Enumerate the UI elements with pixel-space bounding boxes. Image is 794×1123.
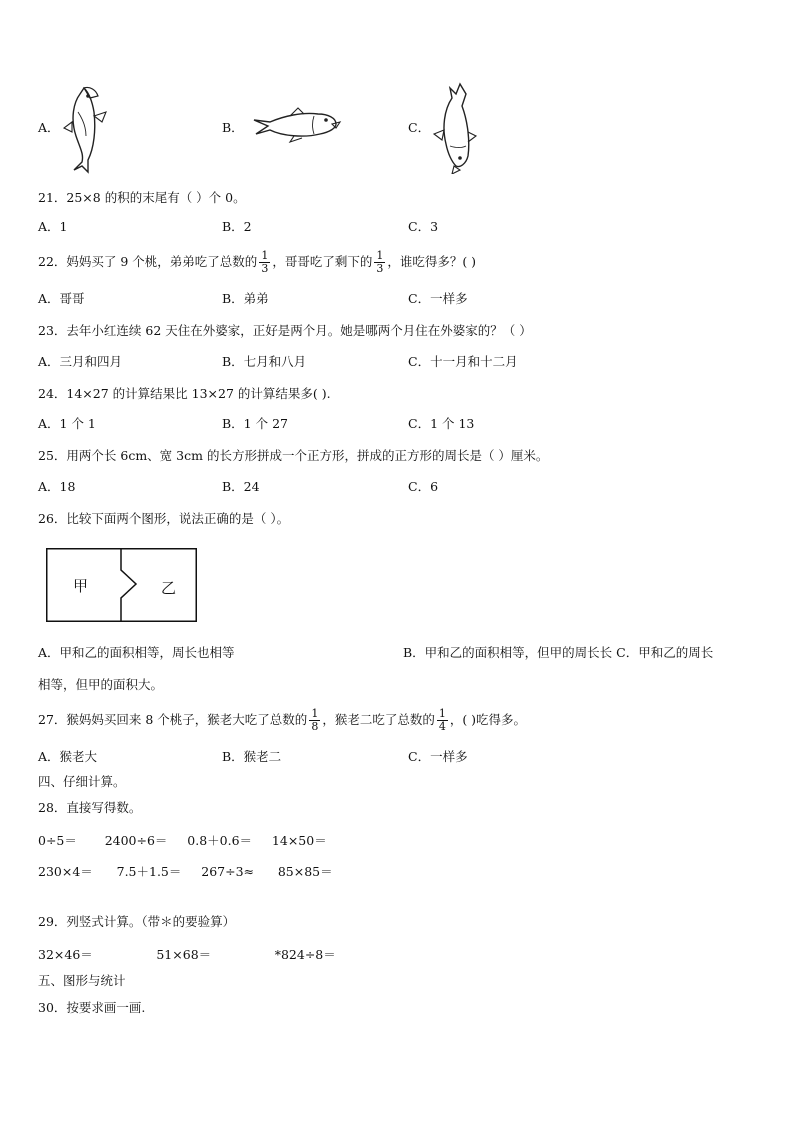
shape-yi-label: 乙 <box>161 579 177 597</box>
q22-text-1: 22．妈妈买了 9 个桃，弟弟吃了总数的 <box>38 254 258 269</box>
option-b-label: B． <box>222 120 244 135</box>
fraction-denominator: 4 <box>438 720 446 733</box>
q27-text-1: 27．猴妈妈买回来 8 个桃子，猴老大吃了总数的 <box>38 712 308 727</box>
q26-option-a: A．甲和乙的面积相等，周长也相等 <box>38 645 235 660</box>
fish-a-image <box>60 82 112 174</box>
q27-option-b: B．猴老二 <box>222 749 282 764</box>
q27-text-2: ，猴老二吃了总数的 <box>322 712 435 727</box>
q25-option-a: A．18 <box>38 479 76 494</box>
q24-option-b: B．1 个 27 <box>222 416 288 431</box>
q23-option-c: C．十一月和十二月 <box>408 354 518 369</box>
q22-option-a: A．哥哥 <box>38 291 85 306</box>
q21-option-a: A．1 <box>38 219 68 234</box>
fraction-denominator: 3 <box>376 262 384 275</box>
question-21: 21．25×8 的积的末尾有（ ）个 0。 <box>38 190 246 205</box>
question-27 <box>38 704 526 736</box>
fraction-one-third <box>259 250 270 275</box>
q22-text-2: ，哥哥吃了剩下的 <box>272 254 373 269</box>
fraction-denominator: 3 <box>261 262 269 275</box>
fish-c-image <box>430 82 482 174</box>
q25-option-b: B．24 <box>222 479 260 494</box>
question-26: 26．比较下面两个图形，说法正确的是（ ）。 <box>38 511 290 526</box>
q27-option-a: A．猴老大 <box>38 749 98 764</box>
fraction-numerator: 1 <box>438 707 446 720</box>
section-5-heading: 五、图形与统计 <box>38 973 126 988</box>
fraction-numerator: 1 <box>376 249 384 262</box>
fraction-denominator: 8 <box>311 720 319 733</box>
question-22 <box>38 246 476 278</box>
question-23: 23．去年小红连续 62 天住在外婆家，正好是两个月。她是哪两个月住在外婆家的？（ ） <box>38 323 532 338</box>
fraction-numerator: 1 <box>261 249 269 262</box>
fraction-one-quarter <box>437 708 448 733</box>
option-a-label: A． <box>38 120 60 135</box>
q24-option-c: C．1 个 13 <box>408 416 475 431</box>
question-28: 28．直接写得数。 <box>38 800 142 815</box>
q22-option-b: B．弟弟 <box>222 291 269 306</box>
q28-row-1: 0÷5＝ 2400÷6＝ 0.8＋0.6＝ 14×50＝ <box>38 833 327 848</box>
q25-option-c: C．6 <box>408 479 439 494</box>
q22-text-3: ，谁吃得多？( ) <box>387 254 477 269</box>
q28-row-2: 230×4＝ 7.5＋1.5＝ 267÷3≈ 85×85＝ <box>38 864 333 879</box>
question-30: 30．按要求画一画. <box>38 1000 146 1015</box>
section-4-heading: 四、仔细计算。 <box>38 774 126 789</box>
fraction-numerator: 1 <box>311 707 319 720</box>
q27-option-c: C．一样多 <box>408 749 468 764</box>
fraction-one-eighth <box>309 708 320 733</box>
q26-option-b-c: B．甲和乙的面积相等，但甲的周长长 C．甲和乙的周长 <box>403 645 714 660</box>
question-25: 25．用两个长 6cm、宽 3cm 的长方形拼成一个正方形，拼成的正方形的周长是（ ）厘米。 <box>38 448 549 463</box>
question-29: 29．列竖式计算。（带＊的要验算） <box>38 914 236 929</box>
q29-row: 32×46＝ 51×68＝ *824÷8＝ <box>38 947 336 962</box>
q24-option-a: A．1 个 1 <box>38 416 96 431</box>
q21-option-b: B．2 <box>222 219 252 234</box>
q27-text-3: ，( )吃得多。 <box>449 712 527 727</box>
option-c-label: C． <box>408 120 431 135</box>
shape-jia-label: 甲 <box>73 577 89 595</box>
fish-b-image <box>250 106 342 146</box>
q23-option-b: B．七月和八月 <box>222 354 307 369</box>
q22-option-c: C．一样多 <box>408 291 468 306</box>
q26-option-c-continued: 相等，但甲的面积大。 <box>38 677 164 692</box>
q21-option-c: C．3 <box>408 219 439 234</box>
fraction-one-third <box>374 250 385 275</box>
q23-option-a: A．三月和四月 <box>38 354 123 369</box>
question-24: 24．14×27 的计算结果比 13×27 的计算结果多( ). <box>38 386 331 401</box>
